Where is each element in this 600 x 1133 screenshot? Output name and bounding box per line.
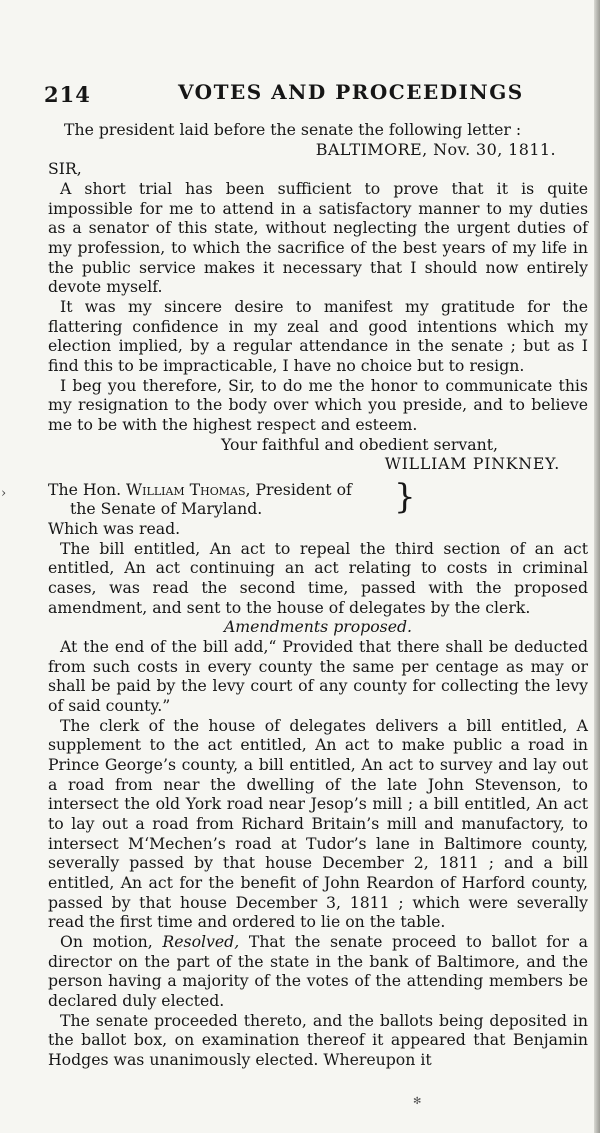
motion-text: That the senate proceed to ballot for a director on the part of the state in the bank of Baltimore, and the person having a majority of the votes of the attending members be declared duly elected. [48, 931, 588, 1010]
motion-prefix: On motion, [60, 931, 163, 951]
addressee-line-1: The Hon. William Thomas, President of [48, 479, 352, 499]
page-gutter-shadow [594, 0, 600, 1133]
letter-salutation: SIR, [48, 159, 82, 179]
motion-resolved: Resolved, [162, 931, 240, 951]
printer-ornament: ✻ [413, 1096, 422, 1107]
addressee-line-2: the Senate of Maryland. [70, 499, 263, 519]
letter-dateline: BALTIMORE, Nov. 30, 1811. [315, 139, 556, 159]
motion-paragraph [48, 932, 588, 1011]
margin-mark: › [1, 486, 7, 501]
amendment-text: At the end of the bill add,“ Provided that there shall be deducted from such costs in every county the same per centage as may or shall be paid by the levy court of any county for collecting the levy of said county.” [48, 637, 588, 716]
letter-signature: WILLIAM PINKNEY. [384, 454, 560, 474]
addressee-name: William Thomas [126, 479, 246, 499]
page-header [0, 78, 600, 112]
clerk-paragraph: The clerk of the house of delegates delivers a bill entitled, A supplement to the act entitled, An act to make public a road in Prince George’s county, a bill entitled, An act to survey and lay out a road from near the dwelling of the late John Stevenson, to intersect the old York road near Jesop’s mill ; a bill entitled, An act to lay out a road from Richard Britain’s mill and manufactory, to intersect M‘Mechen’s road at Tudor’s lane in Baltimore county, severally passed by that house December 2, 1811 ; and a bill entitled, An act for the benefit of John Reardon of Harford county, passed by that house December 3, 1811 ; which were severally read the first time and ordered to lie on the table. [48, 715, 588, 932]
page-number: 214 [44, 82, 91, 107]
body-text [48, 120, 588, 1070]
addressee-brace: } [394, 476, 416, 517]
ballot-paragraph: The senate proceeded thereto, and the ballots being deposited in the ballot box, on examination thereof it appeared that Benjamin Hodges was unanimously elected. Whereupon it [48, 1010, 588, 1069]
letter-addressee [48, 476, 588, 519]
running-head: VOTES AND PROCEEDINGS [178, 80, 524, 104]
letter-paragraph: I beg you therefore, Sir, to do me the honor to communicate this my resignation to the body over which you preside, and to believe me to be with the highest respect and esteem. [48, 375, 588, 434]
amendments-heading: Amendments proposed. [223, 617, 413, 637]
letter-closing: Your faithful and obedient servant, [221, 434, 498, 454]
letter-paragraph: A short trial has been sufficient to prove that it is quite impossible for me to attend in a satisfactory manner to my duties as a senator of this state, without neglecting the urgent duties of my profession, to which the sacrifice of the best years of my life in the public service makes it necessary that I should now entirely devote myself. [48, 178, 588, 297]
letter-paragraph: It was my sincere desire to manifest my gratitude for the flattering confidence in my zeal and good intentions which my election implied, by a regular attendance in the senate ; but as I find this to be impracticable, I have no choice but to resign. [48, 296, 588, 375]
read-note: Which was read. [48, 519, 181, 539]
letter-intro: The president laid before the senate the following letter : [64, 120, 522, 139]
bill-paragraph: The bill entitled, An act to repeal the third section of an act entitled, An act continuing an act relating to costs in criminal cases, was read the second time, passed with the proposed amendment, and sent to the house of delegates by the clerk. [48, 538, 588, 617]
